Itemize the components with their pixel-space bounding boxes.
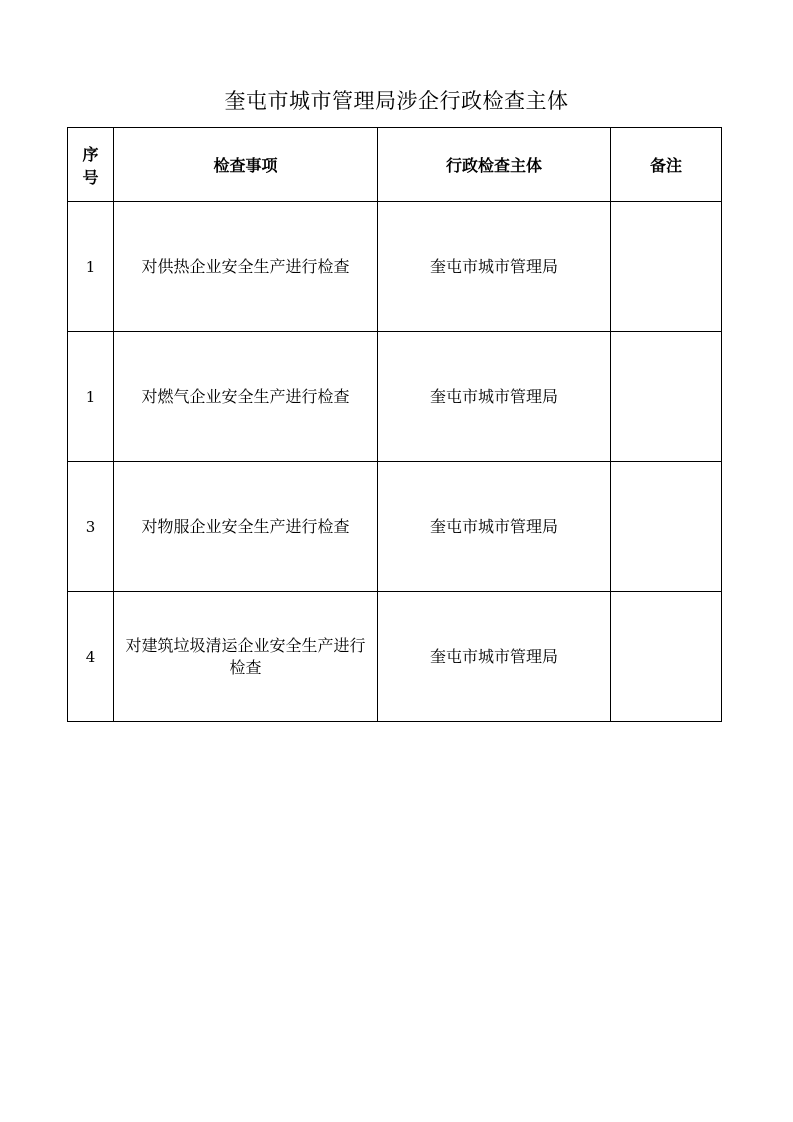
header-seq: 序号 xyxy=(68,128,114,202)
header-inspection-subject: 行政检查主体 xyxy=(378,128,611,202)
row-seq: 1 xyxy=(68,202,114,332)
row-inspection-item: 对物服企业安全生产进行检查 xyxy=(114,462,378,592)
row-remark xyxy=(611,462,722,592)
table-row xyxy=(68,592,722,722)
row-inspection-item: 对燃气企业安全生产进行检查 xyxy=(114,332,378,462)
row-remark xyxy=(611,332,722,462)
row-inspection-item: 对建筑垃圾清运企业安全生产进行检查 xyxy=(114,592,378,722)
table-row xyxy=(68,332,722,462)
row-seq: 1 xyxy=(68,332,114,462)
table-row xyxy=(68,462,722,592)
header-inspection-item: 检查事项 xyxy=(114,128,378,202)
row-inspection-item: 对供热企业安全生产进行检查 xyxy=(114,202,378,332)
document-title: 奎屯市城市管理局涉企行政检查主体 xyxy=(224,89,569,113)
row-inspection-subject: 奎屯市城市管理局 xyxy=(378,202,611,332)
row-remark xyxy=(611,202,722,332)
row-inspection-subject: 奎屯市城市管理局 xyxy=(378,592,611,722)
inspection-table xyxy=(67,127,722,722)
row-remark xyxy=(611,592,722,722)
table-header-row xyxy=(68,128,722,202)
row-inspection-subject: 奎屯市城市管理局 xyxy=(378,462,611,592)
row-inspection-subject: 奎屯市城市管理局 xyxy=(378,332,611,462)
table-row xyxy=(68,202,722,332)
row-seq: 4 xyxy=(68,592,114,722)
row-seq: 3 xyxy=(68,462,114,592)
header-remark: 备注 xyxy=(611,128,722,202)
